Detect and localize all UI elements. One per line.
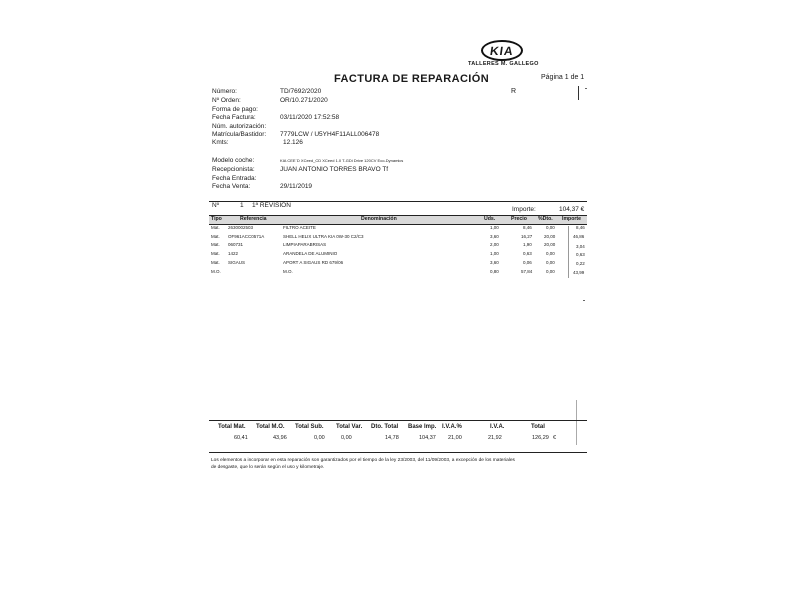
totals-value-iva-pct: 21,00 (448, 435, 462, 441)
kia-logo-text: KIA (489, 43, 515, 58)
col-header-uds: Uds. (484, 216, 496, 222)
row-4-dto: 0,00 (546, 251, 555, 256)
scan-artifact-line (568, 226, 569, 278)
section-importe-value: 104,37 € (559, 206, 585, 213)
totals-value-iva: 21,92 (488, 435, 502, 441)
section-name: 1ª REVISION (252, 202, 291, 209)
totals-value-dto: 14,78 (385, 435, 399, 441)
section-n-label: Nº (212, 202, 220, 209)
row-6-denom: M.O. (283, 269, 293, 274)
row-6-tipo: M.O. (211, 269, 221, 274)
row-2-importe: 46,86 (573, 234, 585, 239)
row-4-denom: ARANDELA DE ALUMINIO (283, 251, 338, 256)
totals-bottom-rule (209, 452, 587, 453)
totals-value-total: 126,29 (532, 435, 549, 441)
row-3-ref: 060731 (228, 242, 244, 247)
row-4-uds: 1,00 (490, 251, 499, 256)
field-label-forma-pago: Forma de pago: (212, 106, 258, 113)
totals-header-base: Base Imp. (408, 424, 437, 430)
totals-value-sub: 0,00 (314, 435, 325, 441)
section-n-value: 1 (240, 202, 244, 209)
col-header-referencia: Referencia (240, 216, 267, 222)
row-1-uds: 1,00 (490, 225, 499, 230)
row-4-importe: 0,63 (576, 252, 585, 257)
row-3-uds: 2,00 (490, 242, 499, 247)
scan-speck (585, 88, 587, 89)
row-3-tipo: Mat. (211, 242, 220, 247)
totals-header-iva-pct: I.V.A.% (442, 424, 462, 430)
totals-value-var: 0,00 (341, 435, 352, 441)
r-mark: R (511, 88, 517, 95)
totals-value-mat: 60,41 (234, 435, 248, 441)
row-5-precio: 0,06 (523, 260, 532, 265)
document-title: FACTURA DE REPARACIÓN (334, 73, 490, 85)
row-5-importe: 0,22 (576, 261, 585, 266)
row-1-denom: FILTRO ACEITE (283, 225, 316, 230)
row-5-uds: 3,60 (490, 260, 499, 265)
row-4-tipo: Mat. (211, 251, 220, 256)
vehicle-label-modelo: Modelo coche: (212, 157, 255, 164)
field-label-kmts: Kmts: (212, 139, 229, 146)
warranty-note-line1: Los elementos a incorporar en esta reparación son garantizados por el tiempo de la ley 23/2003, del 11/09/2003, a excepción de los materiales (211, 458, 515, 463)
row-2-uds: 3,60 (490, 234, 499, 239)
totals-header-total: Total (531, 424, 545, 430)
field-label-numero: Número: (212, 88, 237, 95)
row-1-ref: 2630002503 (228, 225, 254, 230)
section-importe-label: Importe: (512, 206, 536, 213)
vehicle-label-fecha-venta: Fecha Venta: (212, 183, 251, 190)
field-label-autorizacion: Núm. autorización: (212, 123, 267, 130)
field-value-matricula: 7779LCW / U5YH4F11ALL006478 (280, 131, 380, 138)
page-indicator: Página 1 de 1 (541, 74, 585, 81)
row-5-denom: APORT A SIGAUS RD 679/06 (283, 260, 344, 265)
scan-artifact-line (576, 400, 577, 445)
vehicle-label-fecha-entrada: Fecha Entrada: (212, 175, 257, 182)
row-3-denom: LIMPIAPARABRISAS (283, 242, 327, 247)
vehicle-value-modelo: KIA CEE´D XCeed_CD XCeed 1.0 T-GDi Drive 120CV Eco-Dynamics (280, 158, 404, 163)
row-1-importe: 8,46 (576, 225, 585, 230)
scan-speck (583, 300, 585, 301)
scan-mark (578, 86, 579, 100)
field-value-orden: OR/10.271/2020 (280, 97, 328, 104)
row-2-precio: 16,27 (521, 234, 533, 239)
row-3-precio: 1,90 (523, 242, 532, 247)
row-5-tipo: Mat. (211, 260, 220, 265)
field-label-matricula: Matrícula/Bastidor: (212, 131, 267, 138)
row-6-uds: 0,80 (490, 269, 499, 274)
row-6-precio: 57,84 (521, 269, 533, 274)
row-3-dto: 20,00 (544, 242, 556, 247)
totals-currency: € (553, 435, 557, 441)
row-2-tipo: Mat. (211, 234, 220, 239)
field-label-fecha-factura: Fecha Factura: (212, 114, 256, 121)
field-value-numero: TD/7692/2020 (280, 88, 322, 95)
totals-value-mo: 43,96 (273, 435, 287, 441)
totals-header-dto: Dto. Total (371, 424, 399, 430)
field-value-fecha-factura: 03/11/2020 17:52:58 (280, 114, 340, 121)
row-5-ref: SIGAUS (228, 260, 246, 265)
col-header-denominacion: Denominación (361, 216, 397, 222)
row-2-denom: SHELL HELIX ULTRA KIA 0W-30 C2/C3 (283, 234, 364, 239)
totals-value-base: 104,37 (419, 435, 436, 441)
totals-header-sub: Total Sub. (295, 424, 324, 430)
col-header-importe: Importe (562, 216, 582, 222)
row-2-dto: 20,00 (544, 234, 556, 239)
totals-header-mo: Total M.O. (256, 424, 285, 430)
warranty-note-line2: de desgaste, que lo serán según el uso y kilometraje. (211, 465, 325, 470)
row-3-importe: 3,04 (576, 244, 585, 249)
kia-logo (481, 40, 523, 61)
row-2-ref: OF961ACC0571A (228, 234, 265, 239)
row-6-dto: 0,00 (546, 269, 555, 274)
col-header-precio: Precio (511, 216, 527, 222)
totals-header-iva: I.V.A. (490, 424, 505, 430)
totals-header-var: Total Var. (336, 424, 363, 430)
vehicle-label-recepcionista: Recepcionista: (212, 166, 255, 173)
row-1-precio: 8,46 (523, 225, 532, 230)
row-4-precio: 0,63 (523, 251, 532, 256)
col-header-tipo: Tipo (211, 216, 222, 222)
row-6-importe: 43,99 (573, 270, 585, 275)
field-value-kmts: 12.126 (283, 139, 303, 146)
vehicle-value-fecha-venta: 29/11/2019 (280, 183, 313, 190)
field-label-orden: Nº Orden: (212, 97, 241, 104)
totals-header-mat: Total Mat. (218, 424, 246, 430)
vehicle-value-recepcionista: JUAN ANTONIO TORRES BRAVO Tf (280, 166, 389, 173)
workshop-name: TALLERES M. GALLEGO (468, 61, 539, 67)
col-header-dto: %Dto. (538, 216, 553, 222)
row-1-dto: 0,00 (546, 225, 555, 230)
row-5-dto: 0,00 (546, 260, 555, 265)
row-1-tipo: Mat. (211, 225, 220, 230)
row-4-ref: 1422 (228, 251, 239, 256)
totals-top-rule (209, 420, 587, 421)
